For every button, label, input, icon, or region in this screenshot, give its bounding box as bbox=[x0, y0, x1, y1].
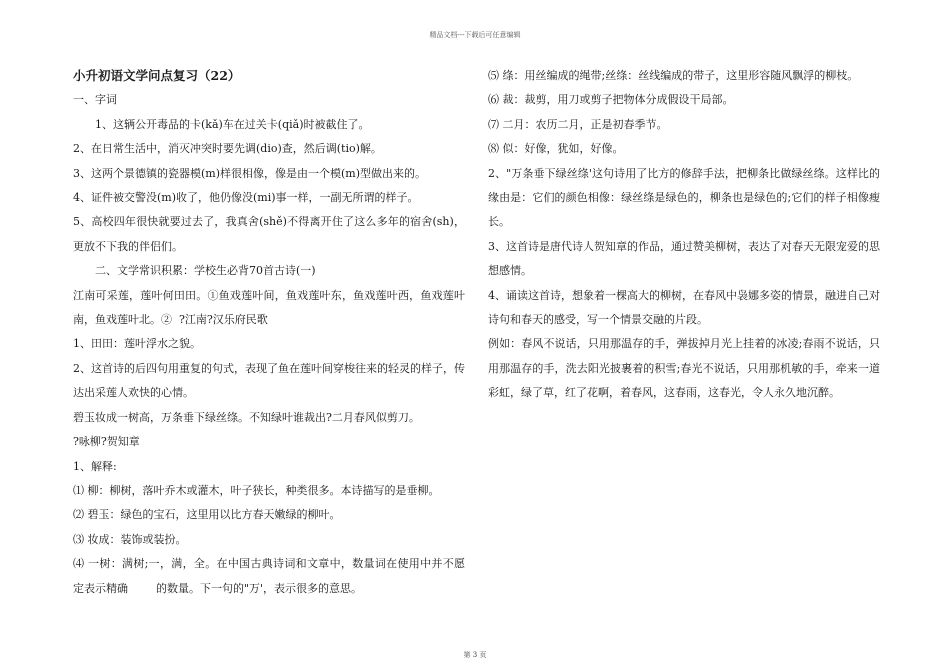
poem-yongliu-title: ?咏柳?贺知章 bbox=[73, 435, 140, 449]
explanation-3: ⑶ 妆成：装饰或装扮。 bbox=[73, 532, 187, 546]
vocab-item-1: 1、这辆公开毒品的卡(kǎ)车在过关卡(qiǎ)时被截住了。 bbox=[95, 117, 370, 131]
question-3: 3、这首诗是唐代诗人贺知章的作品，通过赞美柳树，表达了对春天无限宠爱的思想感情。 bbox=[488, 239, 880, 278]
example-passage: 例如：春风不说话，只用那温存的手，弹拔掉月光上挂着的冰凌;春雨不说话，只用那温存的手，洗去阳光披裹着的积雪;春光不说话，只用那机敏的手，牵来一道彩虹，绿了草，红了花啊，着春风，这春雨，这春光，令人永久地沉醉。 bbox=[488, 337, 880, 400]
vocab-item-4: 4、证件被交警没(m)收了，他仍像没(mi)事一样，一副无所谓的样子。 bbox=[73, 191, 419, 205]
vocab-item-5: 5、高校四年很快就要过去了，我真舍(shě)不得离开住了这么多年的宿舍(sh)，更放不下我的伴侣们。 bbox=[73, 215, 465, 253]
vocab-item-3: 3、这两个景德镇的瓷器模(m)样很相像，像是由一个模(m)型做出来的。 bbox=[73, 166, 427, 180]
explanation-5: ⑸ 绦：用丝编成的绳带;丝绦：丝线编成的带子，这里形容随风飘浮的柳枝。 bbox=[488, 69, 859, 82]
poem-note-1: 1、田田：莲叶浮水之貌。 bbox=[73, 337, 201, 351]
section-heading-literature: 二、文学常识积累：学校生必背70首古诗(一) bbox=[95, 264, 316, 278]
poem-yongliu: 碧玉妆成一树高，万条垂下绿丝绦。不知绿叶谁裁出?二月春风似剪刀。 bbox=[73, 410, 420, 424]
section-heading-vocabulary: 一、字词 bbox=[73, 93, 117, 107]
right-column bbox=[488, 64, 880, 406]
explanation-8: ⑻ 似：好像，犹如，好像。 bbox=[488, 142, 624, 156]
explanation-1: ⑴ 柳：柳树，落叶乔木或灌木，叶子狭长，种类很多。本诗描写的是垂柳。 bbox=[73, 483, 440, 497]
page-number: 第 3 页 bbox=[463, 651, 487, 659]
explanation-heading: 1、解释: bbox=[73, 459, 117, 473]
poem-note-2: 2、这首诗的后四句用重复的句式，表现了鱼在莲叶间穿梭往来的轻灵的样子，传达出采莲人欢快的心情。 bbox=[73, 361, 465, 400]
explanation-6: ⑹ 裁：裁剪，用刀或剪子把物体分成假设干局部。 bbox=[488, 93, 734, 107]
poem-jiangnan: 江南可采莲，莲叶何田田。①鱼戏莲叶间，鱼戏莲叶东，鱼戏莲叶西，鱼戏莲叶南，鱼戏莲叶北。② ?江南?汉乐府民歌 bbox=[73, 288, 465, 327]
explanation-7: ⑺ 二月：农历二月，正是初春季节。 bbox=[488, 117, 668, 131]
document-title: 小升初语文学问点复习（22） bbox=[73, 68, 241, 83]
question-4: 4、诵读这首诗，想象着一棵高大的柳树，在春风中袅娜多姿的情景，融进自己对诗句和春天的感受，写一个情景交融的片段。 bbox=[488, 288, 880, 327]
left-column bbox=[73, 64, 465, 601]
explanation-2: ⑵ 碧玉：绿色的宝石，这里用以比方春天嫩绿的柳叶。 bbox=[73, 508, 341, 522]
question-2: 2、"万条垂下绿丝绦'这句诗用了比方的修辞手法，把柳条比做绿丝绦。这样比的缘由是：它们的颜色相像：绿丝绦是绿色的，柳条也是绿色的;它们的样子相像瘦长。 bbox=[488, 166, 880, 229]
vocab-item-2: 2、在日常生活中，消灭冲突时要先调(dio)查，然后调(tio)解。 bbox=[73, 142, 382, 156]
explanation-4: ⑷ 一树：满树;一，满，全。在中国古典诗词和文章中，数量词在使用中并不愿定表示精确 的数量。下一句的"万'，表示很多的意思。 bbox=[73, 557, 465, 595]
page-header-note: 精品文档---下载后可任意编辑 bbox=[429, 31, 521, 39]
